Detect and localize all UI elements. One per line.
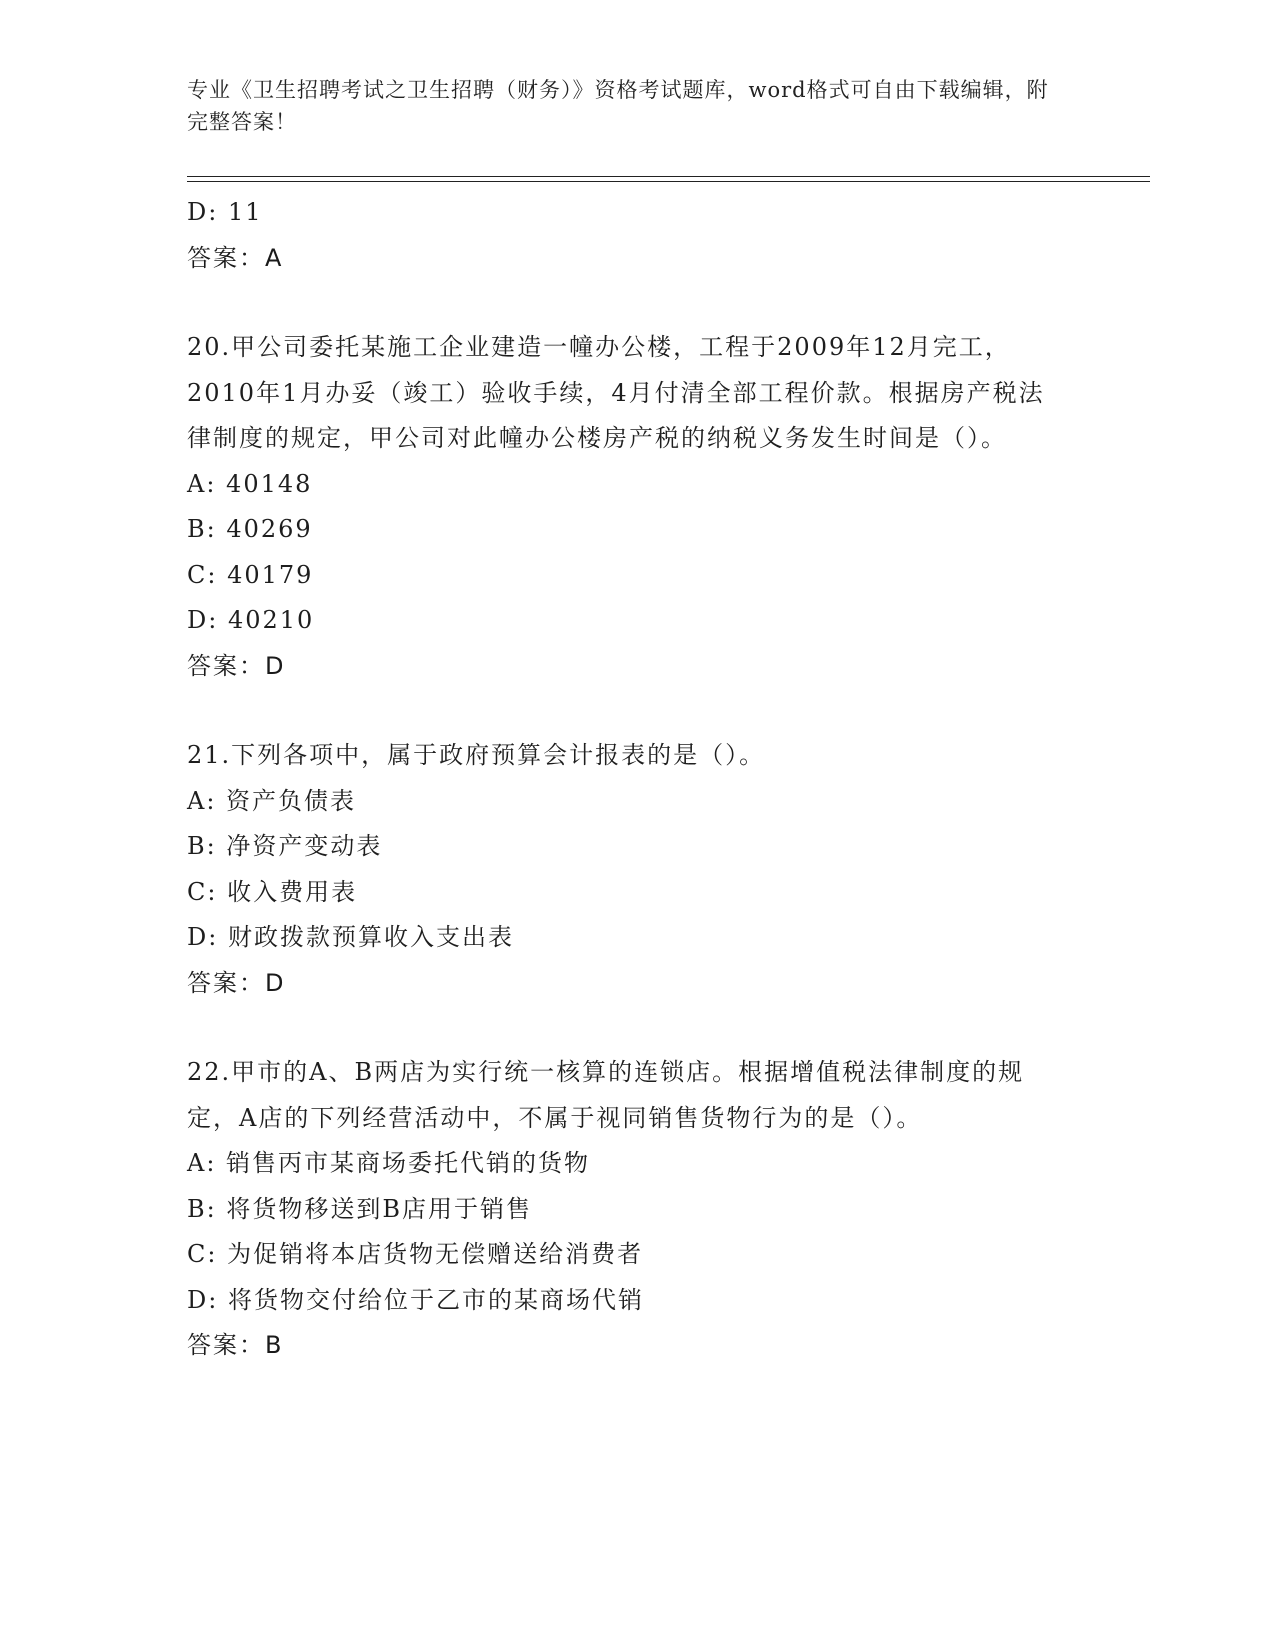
option-d: D: 财政拨款预算收入支出表 <box>187 923 514 951</box>
answer-label: 答案：D <box>187 968 286 997</box>
question-fragment-19 <box>187 190 1067 281</box>
question-22 <box>187 1050 1067 1369</box>
answer-label: 答案：D <box>187 651 286 680</box>
page-header: 专业《卫生招聘考试之卫生招聘（财务）》资格考试题库，word格式可自由下载编辑，附完整答案！ <box>187 78 1049 134</box>
header-rule-top <box>187 176 1150 177</box>
option-b: B: 将货物移送到B店用于销售 <box>187 1194 532 1223</box>
answer-label: 答案：A <box>187 243 284 272</box>
option-c: C: 收入费用表 <box>187 877 358 906</box>
option-b: B: 40269 <box>187 515 313 543</box>
option-d: D: 40210 <box>187 606 315 634</box>
question-stem: 20.甲公司委托某施工企业建造一幢办公楼，工程于2009年12月完工，2010年1月办妥（竣工）验收手续，4月付清全部工程价款。根据房产税法律制度的规定，甲公司对此幢办公楼房产税的纳税义务发生时间是（）。 <box>187 333 1045 452</box>
header-rule-bottom <box>187 181 1150 182</box>
option-c: C: 40179 <box>187 560 314 589</box>
option-d: D: 将货物交付给位于乙市的某商场代销 <box>187 1285 644 1314</box>
option-c: C: 为促销将本店货物无偿赠送给消费者 <box>187 1240 644 1268</box>
option-a: A: 销售丙市某商场委托代销的货物 <box>187 1149 591 1177</box>
option-a: A: 40148 <box>187 469 313 498</box>
question-stem: 21.下列各项中，属于政府预算会计报表的是（）。 <box>187 741 766 769</box>
option-b: B: 净资产变动表 <box>187 832 383 860</box>
question-stem: 22.甲市的A、B两店为实行统一核算的连锁店。根据增值税法律制度的规定，A店的下列经营活动中，不属于视同销售货物行为的是（）。 <box>187 1058 1025 1132</box>
answer-label: 答案：B <box>187 1331 284 1359</box>
option-d: D: 11 <box>187 198 263 226</box>
document-body <box>187 190 1067 1369</box>
question-20 <box>187 325 1067 689</box>
option-a: A: 资产负债表 <box>187 786 357 815</box>
question-21 <box>187 733 1067 1006</box>
